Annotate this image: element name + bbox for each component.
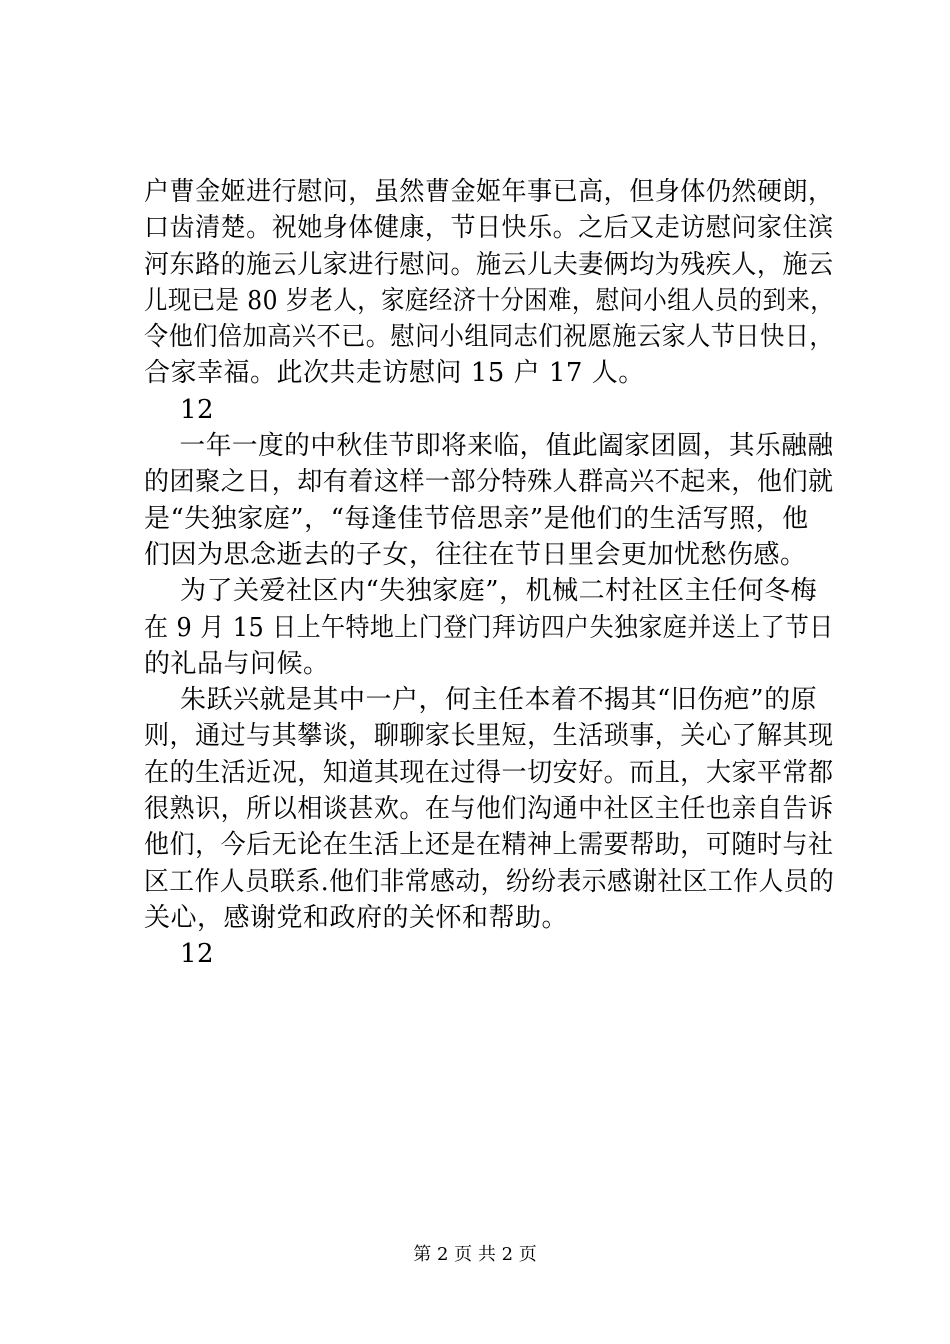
text-line: 们因为思念逝去的子女，往往在节日里会更加忧愁伤感。 (144, 539, 807, 570)
text-line: 12 (180, 939, 215, 970)
text-line: 很熟识，所以相谈甚欢。在与他们沟通中社区主任也亲自告诉 (144, 794, 834, 825)
paragraph (144, 573, 834, 682)
paragraph (144, 428, 834, 573)
text-line: 关心，感谢党和政府的关怀和帮助。 (144, 902, 569, 933)
paragraph (144, 682, 834, 936)
text-line: 为了关爱社区内“失独家庭”，机械二村社区主任何冬梅 (180, 576, 818, 607)
text-line: 口齿清楚。祝她身体健康，节日快乐。之后又走访慰问家住滨 (144, 213, 834, 244)
text-line: 朱跃兴就是其中一户，何主任本着不揭其“旧伤疤”的原 (180, 685, 818, 716)
text-line: 的团聚之日，却有着这样一部分特殊人群高兴不起来，他们就 (144, 467, 834, 498)
text-line: 他们，今后无论在生活上还是在精神上需要帮助，可随时与社 (144, 830, 834, 861)
text-line: 儿现已是 80 岁老人，家庭经济十分困难，慰问小组人员的到来， (144, 285, 835, 316)
paragraph (144, 174, 834, 392)
text-line: 区工作人员联系.他们非常感动，纷纷表示感谢社区工作人员的 (144, 866, 835, 897)
text-line: 在的生活近况，知道其现在过得一切安好。而且，大家平常都 (144, 757, 834, 788)
text-line: 河东路的施云儿家进行慰问。施云儿夫妻俩均为残疾人，施云 (144, 249, 834, 280)
paragraph (144, 392, 834, 428)
paragraph (144, 936, 834, 972)
text-line: 的礼品与问候。 (144, 648, 330, 679)
text-line: 户曹金姬进行慰问，虽然曹金姬年事已高，但身体仍然硬朗， (144, 177, 834, 207)
text-line: 一年一度的中秋佳节即将来临，值此阖家团圆，其乐融融 (179, 431, 834, 462)
text-line: 在 9 月 15 日上午特地上门登门拜访四户失独家庭并送上了节日 (144, 612, 834, 643)
text-line: 合家幸福。此次共走访慰问 15 户 17 人。 (144, 358, 645, 389)
document-body (144, 174, 834, 973)
text-line: 则，通过与其攀谈，聊聊家长里短，生活琐事，关心了解其现 (144, 721, 834, 752)
text-line: 是“失独家庭”，“每逢佳节倍思亲”是他们的生活写照，他 (144, 503, 809, 534)
page-footer: 第 2 页 共 2 页 (413, 1244, 537, 1265)
text-line: 12 (180, 394, 215, 425)
text-line: 令他们倍加高兴不已。慰问小组同志们祝愿施云家人节日快日， (144, 322, 835, 353)
